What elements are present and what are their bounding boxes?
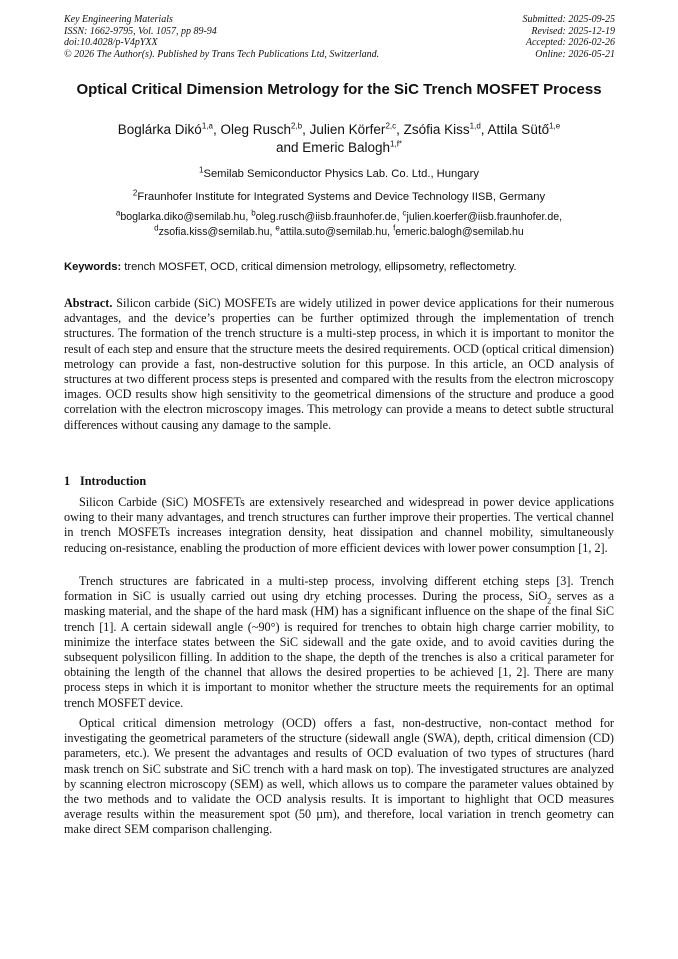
section-heading: [64, 474, 146, 489]
author-name: Emeric Balogh: [302, 140, 391, 155]
author-separator: ,: [480, 122, 488, 137]
author-separator: ,: [302, 122, 310, 137]
journal-doi[interactable]: doi:10.4028/p-V4pYXX: [64, 37, 158, 49]
author-separator: ,: [212, 122, 221, 137]
subscript: 2: [547, 596, 552, 606]
affiliation-1: [64, 167, 614, 181]
copyright-line: © 2026 The Author(s). Published by Trans Tech Publications Ltd, Switzerland.: [64, 48, 380, 60]
author-name: Oleg Rusch: [220, 122, 291, 137]
author-conjunction: and: [275, 140, 303, 155]
author-name: Attila Sütő: [487, 122, 550, 137]
affiliation-mark: 1: [199, 165, 204, 175]
email-mark: f: [393, 223, 396, 233]
author-affiliation-mark: 1,f*: [390, 139, 403, 149]
keywords: [64, 260, 614, 274]
keywords-text: trench MOSFET, OCD, critical dimension metrology, ellipsometry, reflectometry.: [121, 261, 517, 273]
affiliation-text: Fraunhofer Institute for Integrated Systems and Device Technology IISB, Germany: [137, 191, 546, 203]
email-mark: d: [154, 223, 159, 233]
submission-dates: [523, 14, 616, 60]
author-affiliation-mark: 2,c: [385, 121, 397, 131]
author-name: Boglárka Dikó: [117, 122, 202, 137]
affiliation-text: Semilab Semiconductor Physics Lab. Co. Ltd., Hungary: [203, 168, 479, 180]
email-link[interactable]: boglarka.diko@semilab.hu: [120, 211, 246, 223]
abstract-text: Silicon carbide (SiC) MOSFETs are widely utilized in power device applications for their numerous advantages, and the device’s properties can be further optimized through the implementation of trench structures. The formation of the trench structure is a multi-step process, in which it is important to monitor the result of each step and ensure that the structure meets the desired requirements. OCD (optical critical dimension) metrology can provide a fast, non-destructive solution for this purpose. In this article, an OCD analysis of structures at two different process steps is presented and compared with the results from the electron microscopy images. OCD results show high sensitivity to the geometrical dimensions of the structure and produce a good correlation with the electron microscopy images. This metrology can provide a means to detect subtle structural differences without causing any damage to the sample.: [64, 296, 614, 432]
intro-paragraph-1: Silicon Carbide (SiC) MOSFETs are extensively researched and widespread in power device applications owing to their many advantages, and trench structures can further improve their properties. The vertical channel in trench MOSFETs increases integration density, heat dissipation and channel mobility, simultaneously reducing on-resistance, enabling the production of more efficient devices with lower power consumption [1, 2].: [64, 495, 614, 555]
email-link[interactable]: oleg.rusch@iisb.fraunhofer.de: [255, 211, 397, 223]
author-separator: ,: [396, 122, 404, 137]
author-affiliation-mark: 1,a: [201, 121, 213, 131]
paragraph-text: Trench structures are fabricated in a multi-step process, involving different etching steps [3]. Trench formation in SiC is usually carried out using dry etching processes. During the process, SiO: [64, 574, 614, 604]
submitted-date: Submitted: 2025-09-25: [522, 14, 615, 25]
author-list: [64, 121, 614, 157]
email-mark: b: [251, 208, 256, 218]
intro-paragraph-2: [64, 574, 614, 711]
paragraph-text: serves as a masking material, and the shape of the hard mask (HM) has a significant influence on the shape of the final SiC trench [1]. A certain sidewall angle (~90°) is required for trenches to obtain high charge carrier mobility, to minimize the interface states between the SiC sidewall and the gate oxide, and to avoid cavities during the subsequent polysilicon filling. In addition to the shape, the depth of the trenches is also a critical parameter for obtaining the length of the channel that allows the desired properties to be achieved [1, 2]. There are many process steps in which it is important to monitor whether the structure meets the requirements for an optimal trench MOSFET device.: [64, 589, 614, 710]
email-link[interactable]: zsofia.kiss@semilab.hu: [158, 226, 270, 238]
author-affiliation-mark: 1,d: [469, 121, 481, 131]
author-emails: $^a$boglarka.diko@semilab.hu, $^b$oleg.rusch@iisb.fraunhofer.de, $^c$julien.koerfer@iisb.fraunhofer.de, $^d$zsofia.kiss@semilab.hu, $^e$attila.suto@semilab.hu, $^f$emeric.balogh@semilab.hu: [115, 208, 563, 238]
email-link[interactable]: emeric.balogh@semilab.hu: [395, 226, 524, 238]
section-number: 1: [64, 474, 71, 488]
email-link[interactable]: julien.koerfer@iisb.fraunhofer.de: [406, 211, 560, 223]
section-title: Introduction: [80, 474, 147, 488]
intro-paragraph-3: Optical critical dimension metrology (OCD) offers a fast, non-destructive, non-contact method for investigating the geometrical parameters of the structure (sidewall angle (SWA), depth, critical dimension (CD) parameters, etc.). We present the advantages and results of OCD evaluation of two types of structures (hard mask trench on SiC substrate and SiC trench with a hard mask on top). The investigated structures are analyzed by scanning electron microscopy (SEM) as well, which allows us to compare the parameter values obtained by the two methods and to validate the OCD analysis results. It is important to highlight that OCD measures average results within the measurement spot (50 µm), and therefore, local variation in trench geometry can make direct SEM comparison challenging.: [64, 716, 614, 837]
affiliation-2: [64, 190, 614, 204]
abstract-label: Abstract.: [64, 296, 113, 310]
author-affiliation-mark: 2,b: [291, 121, 303, 131]
email-mark: e: [275, 223, 280, 233]
email-mark: a: [115, 208, 121, 218]
revised-date: Revised: 2025-12-19: [531, 25, 615, 37]
paper-title: Optical Critical Dimension Metrology for the SiC Trench MOSFET Process: [76, 81, 602, 98]
affiliation-mark: 2: [132, 188, 138, 198]
accepted-date: Accepted: 2026-02-26: [525, 37, 615, 49]
online-date: Online: 2026-05-21: [535, 48, 615, 60]
journal-info: [64, 14, 379, 60]
email-mark: c: [402, 208, 407, 218]
journal-name: Key Engineering Materials: [64, 14, 173, 25]
author-affiliation-mark: 1,e: [549, 121, 561, 131]
keywords-label: Keywords:: [64, 261, 122, 273]
journal-issn: ISSN: 1662-9795, Vol. 1057, pp 89-94: [64, 25, 217, 37]
author-name: Zsófia Kiss: [403, 122, 470, 137]
author-name: Julien Körfer: [309, 122, 386, 137]
abstract: [64, 296, 614, 433]
email-link[interactable]: attila.suto@semilab.hu: [279, 226, 388, 238]
